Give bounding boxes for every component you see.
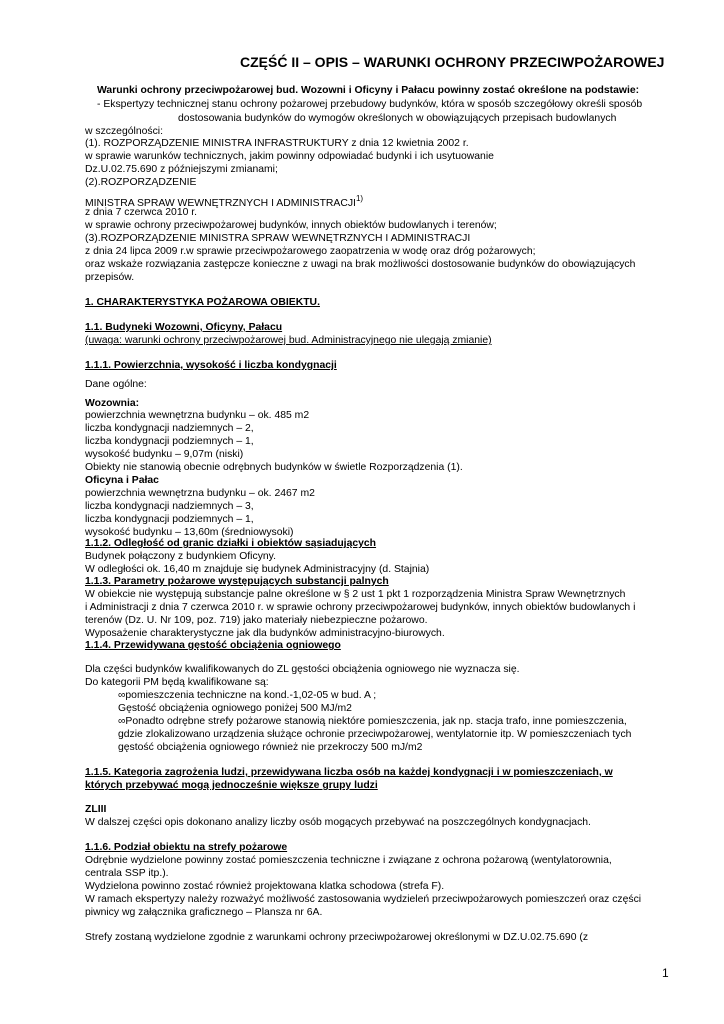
section-1-1-5-line: W dalszej części opis dokonano analizy liczby osób mogących przebywać na poszczególnych kondygnacjach. xyxy=(85,817,591,828)
wozownia-line: wysokość budynku – 9,07m (niski) xyxy=(85,449,244,460)
bullet-item: ∞pomieszczenia techniczne na kond.-1,02-05 w bud. A ; xyxy=(118,690,377,701)
intro-line: oraz wskaże rozwiązania zastępcze konieczne z uwagi na brak możliwości dostosowanie budynków do obowiązujących xyxy=(85,259,636,270)
intro-line: z dnia 24 lipca 2009 r.w sprawie przeciwpożarowego zaopatrzenia w wodę oraz dróg pożarowych; xyxy=(85,246,536,257)
intro-line: w sprawie ochrony przeciwpożarowej budynków, innych obiektów budowlanych i terenów; xyxy=(85,220,497,231)
page-number: 1 xyxy=(662,966,669,980)
page-title: CZĘŚĆ II – OPIS – WARUNKI OCHRONY PRZECIWPOŻAROWEJ xyxy=(240,54,665,70)
section-1-1-6-line: centrala SSP itp.). xyxy=(85,868,169,879)
oficyna-title: Oficyna i Pałac xyxy=(85,475,159,486)
wozownia-title: Wozownia: xyxy=(85,398,140,409)
wozownia-line: powierzchnia wewnętrzna budynku – ok. 485 m2 xyxy=(85,410,310,421)
footnote-marker: 1) xyxy=(355,194,364,203)
section-1-heading: 1. CHARAKTERYSTYKA POŻAROWA OBIEKTU. xyxy=(85,297,320,308)
section-1-1-4-heading: 1.1.4. Przewidywana gęstość obciążenia ogniowego xyxy=(85,640,341,651)
section-1-1-6-line: Strefy zostaną wydzielone zgodnie z warunkami ochrony przeciwpożarowej określonymi w DZ.U.02.75.690 (z xyxy=(85,932,589,943)
intro-line: z dnia 7 czerwca 2010 r. xyxy=(85,207,198,218)
intro-bullet-line-1: - Ekspertyzy technicznej stanu ochrony pożarowej przebudowy budynków, która w sposób szczegółowy określi sposób xyxy=(97,99,643,110)
oficyna-line: powierzchnia wewnętrzna budynku – ok. 2467 m2 xyxy=(85,488,315,499)
section-1-1-6-line: Odrębnie wydzielone powinny zostać pomieszczenia techniczne i związane z ochrona pożarową (wentylatorownia, xyxy=(85,855,612,866)
section-1-1-3-line: Wyposażenie charakterystyczne jak dla budynków administracyjno-biurowych. xyxy=(85,628,445,639)
intro-line: w sprawie warunków technicznych, jakim powinny odpowiadać budynki i ich usytuowanie xyxy=(85,151,494,162)
bullet-item: ∞Ponadto odrębne strefy pożarowe stanowią niektóre pomieszczenia, jak np. stacja trafo, inne pomieszczenia, xyxy=(118,716,627,727)
section-1-1-2-line: Budynek połączony z budynkiem Oficyny. xyxy=(85,551,276,562)
section-1-1-5-heading-cont: których przebywać mogą jednocześnie większe grupy ludzi xyxy=(85,780,378,791)
intro-line: Dz.U.02.75.690 z późniejszymi zmianami; xyxy=(85,164,278,175)
intro-line: (3).ROZPORZĄDZENIE MINISTRA SPRAW WEWNĘTRZNYCH I ADMINISTRACJI xyxy=(85,233,471,244)
section-1-1-2-heading: 1.1.2. Odległość od granic działki i obiektów sąsiadujących xyxy=(85,538,377,549)
wozownia-line: Obiekty nie stanowią obecnie odrębnych budynków w świetle Rozporządzenia (1). xyxy=(85,462,463,473)
section-1-1-4-line: Do kategorii PM będą kwalifikowane są: xyxy=(85,677,269,688)
section-1-1-3-line: terenów (Dz. U. Nr 109, poz. 719) jako materiały niebezpieczne pożarowo. xyxy=(85,615,428,626)
section-1-1-3-line: W obiekcie nie występują substancje palne określone w § 2 ust 1 pkt 1 rozporządzenia Ministra Spraw Wewnętrznych xyxy=(85,589,626,600)
general-data-label: Dane ogólne: xyxy=(85,379,147,390)
section-1-1-heading: 1.1. Budyneki Wozowni, Oficyny, Pałacu xyxy=(85,322,283,333)
zl-category: ZLIII xyxy=(85,804,107,815)
intro-heading: Warunki ochrony przeciwpożarowej bud. Wozowni i Oficyny i Pałacu powinny zostać określone na podstawie: xyxy=(97,85,640,96)
intro-bullet-line-2: dostosowania budynków do wymogów określonych w obowiązujących przepisach budowlanych xyxy=(178,113,617,124)
intro-line: w szczególności: xyxy=(85,126,163,137)
oficyna-line: wysokość budynku – 13,60m (średniowysoki) xyxy=(85,527,294,538)
intro-line: przepisów. xyxy=(85,272,135,283)
oficyna-line: liczba kondygnacji podziemnych – 1, xyxy=(85,514,254,525)
section-1-1-note: (uwaga: warunki ochrony przeciwpożarowej bud. Administracyjnego nie ulegają zmianie) xyxy=(85,335,492,346)
intro-minister-text: MINISTRA SPRAW WEWNĘTRZNYCH I ADMINISTRACJI xyxy=(85,198,356,209)
bullet-item-continued: gęstość obciążenia ogniowego również nie przekroczy 500 mJ/m2 xyxy=(118,742,423,753)
section-1-1-4-line: Dla części budynków kwalifikowanych do ZL gęstości obciążenia ogniowego nie wyznacza się. xyxy=(85,664,520,675)
wozownia-line: liczba kondygnacji nadziemnych – 2, xyxy=(85,423,254,434)
section-1-1-1-heading: 1.1.1. Powierzchnia, wysokość i liczba kondygnacji xyxy=(85,360,337,371)
bullet-item-continued: Gęstość obciążenia ogniowego poniżej 500 MJ/m2 xyxy=(118,703,352,714)
intro-line: (2).ROZPORZĄDZENIE xyxy=(85,177,197,188)
section-1-1-3-heading: 1.1.3. Parametry pożarowe występujących substancji palnych xyxy=(85,576,389,587)
bullet-item-continued: gdzie zlokalizowano urządzenia służące ochronie przeciwpożarowej, wentylatornie itp. W pomieszczeniach tych xyxy=(118,729,632,740)
wozownia-line: liczba kondygnacji podziemnych – 1, xyxy=(85,436,254,447)
oficyna-line: liczba kondygnacji nadziemnych – 3, xyxy=(85,501,254,512)
section-1-1-2-line: W odległości ok. 16,40 m znajduje się budynek Administracyjny (d. Stajnia) xyxy=(85,564,430,575)
section-1-1-6-line: Wydzielona powinno zostać również projektowana klatka schodowa (strefa F). xyxy=(85,881,445,892)
section-1-1-6-line: W ramach ekspertyzy należy rozważyć możliwość zastosowania wydzieleń przeciwpożarowych pomieszczeń oraz części xyxy=(85,894,642,905)
section-1-1-5-heading: 1.1.5. Kategoria zagrożenia ludzi, przewidywana liczba osób na każdej kondygnacji i w pomieszczeniach, w xyxy=(85,767,613,778)
intro-line: (1). ROZPORZĄDZENIE MINISTRA INFRASTRUKTURY z dnia 12 kwietnia 2002 r. xyxy=(85,138,469,149)
section-1-1-6-line: piwnicy wg załącznika graficznego – Plansza nr 6A. xyxy=(85,907,323,918)
section-1-1-3-line: i Administracji z dnia 7 czerwca 2010 r. w sprawie ochrony przeciwpożarowej budynków, innych obiektów budowlanych i xyxy=(85,602,636,613)
section-1-1-6-heading: 1.1.6. Podział obiektu na strefy pożarowe xyxy=(85,842,288,853)
